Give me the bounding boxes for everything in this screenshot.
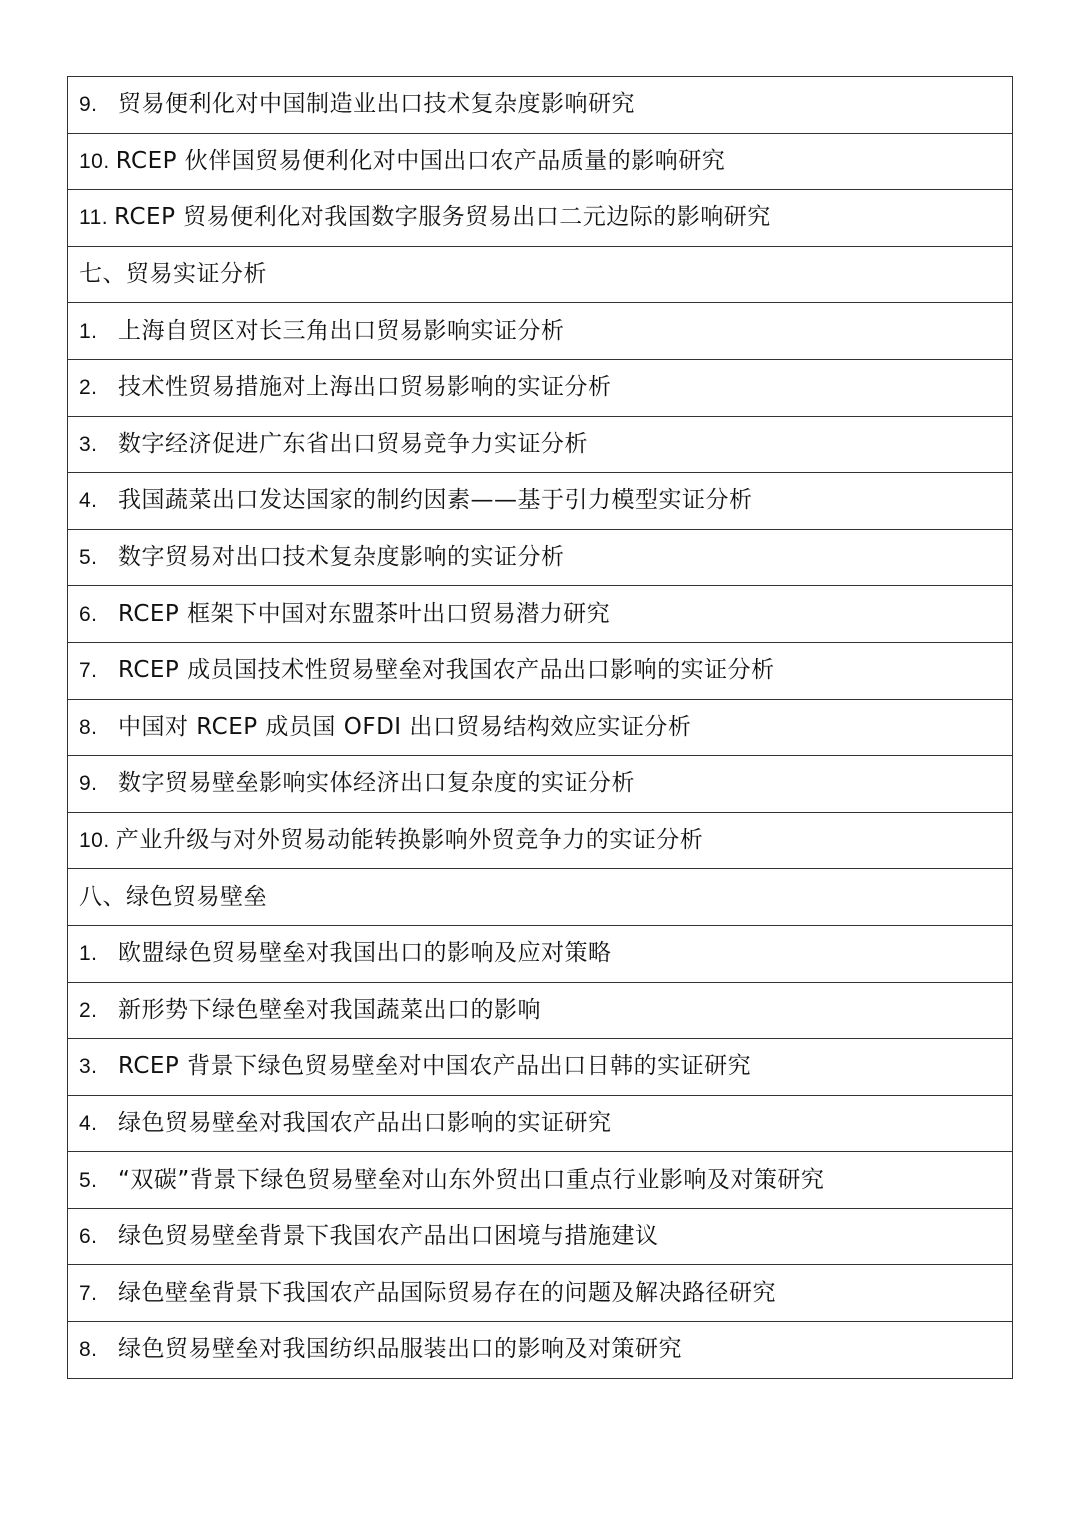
- topic-row: [68, 1039, 1013, 1096]
- topic-cell: [68, 642, 1013, 699]
- topic-number: 1.: [79, 942, 98, 966]
- topic-title: 绿色贸易壁垒背景下我国农产品出口困境与措施建议: [118, 1223, 659, 1250]
- topic-cell: [68, 1208, 1013, 1265]
- topic-cell: [68, 812, 1013, 869]
- section-heading-row: [68, 869, 1013, 926]
- topic-row: [68, 586, 1013, 643]
- topic-number: 1.: [79, 319, 98, 343]
- topic-cell: [68, 982, 1013, 1039]
- topic-number: 7.: [79, 659, 98, 683]
- topic-title: 技术性贸易措施对上海出口贸易影响的实证分析: [118, 374, 612, 401]
- topic-cell: [68, 586, 1013, 643]
- topic-cell: [68, 416, 1013, 473]
- topic-row: [68, 1095, 1013, 1152]
- topic-number: 6.: [79, 1225, 98, 1249]
- topic-number: 4.: [79, 489, 98, 513]
- topic-cell: [68, 1152, 1013, 1209]
- topic-number: 11.: [79, 206, 109, 230]
- topic-number: 9.: [79, 772, 98, 796]
- topic-cell: [68, 190, 1013, 247]
- topic-row: [68, 699, 1013, 756]
- topic-cell: [68, 473, 1013, 530]
- topic-title: 绿色贸易壁垒对我国农产品出口影响的实证研究: [118, 1109, 612, 1136]
- topic-cell: [68, 303, 1013, 360]
- topic-title: 数字贸易壁垒影响实体经济出口复杂度的实证分析: [118, 770, 635, 797]
- topic-number: 4.: [79, 1111, 98, 1135]
- topic-title: 绿色壁垒背景下我国农产品国际贸易存在的问题及解决路径研究: [118, 1279, 776, 1306]
- section-heading: 七、贸易实证分析: [79, 261, 267, 288]
- topic-number: 10.: [79, 149, 110, 173]
- topic-title: 中国对 RCEP 成员国 OFDI 出口贸易结构效应实证分析: [118, 713, 692, 740]
- topic-cell: [68, 1095, 1013, 1152]
- topic-number: 3.: [79, 1055, 98, 1079]
- section-heading-cell: [68, 869, 1013, 926]
- topic-title: RCEP 成员国技术性贸易壁垒对我国农产品出口影响的实证分析: [118, 657, 775, 684]
- topic-cell: [68, 359, 1013, 416]
- topic-cell: [68, 756, 1013, 813]
- topic-row: [68, 1152, 1013, 1209]
- topic-row: [68, 77, 1013, 134]
- topic-row: [68, 642, 1013, 699]
- topic-cell: [68, 1265, 1013, 1322]
- topic-title: 数字经济促进广东省出口贸易竞争力实证分析: [118, 430, 588, 457]
- topic-row: [68, 529, 1013, 586]
- topic-number: 6.: [79, 602, 98, 626]
- topic-cell: [68, 77, 1013, 134]
- topic-title: 欧盟绿色贸易壁垒对我国出口的影响及应对策略: [118, 940, 612, 967]
- topics-table: [67, 76, 1013, 1379]
- topic-row: [68, 133, 1013, 190]
- topic-row: [68, 473, 1013, 530]
- topic-title: 上海自贸区对长三角出口贸易影响实证分析: [118, 317, 565, 344]
- topic-number: 5.: [79, 1168, 98, 1192]
- topic-title: 贸易便利化对中国制造业出口技术复杂度影响研究: [118, 91, 635, 118]
- topic-title: 数字贸易对出口技术复杂度影响的实证分析: [118, 544, 565, 571]
- topic-cell: [68, 529, 1013, 586]
- section-heading: 八、绿色贸易壁垒: [79, 883, 267, 910]
- topic-row: [68, 925, 1013, 982]
- topic-number: 3.: [79, 432, 98, 456]
- topic-row: [68, 982, 1013, 1039]
- topic-title: RCEP 背景下绿色贸易壁垒对中国农产品出口日韩的实证研究: [118, 1053, 752, 1080]
- topic-title: 绿色贸易壁垒对我国纺织品服装出口的影响及对策研究: [118, 1336, 682, 1363]
- topic-number: 5.: [79, 546, 98, 570]
- topic-title: 新形势下绿色壁垒对我国蔬菜出口的影响: [118, 996, 541, 1023]
- topic-title: RCEP 伙伴国贸易便利化对中国出口农产品质量的影响研究: [115, 147, 726, 174]
- topic-row: [68, 359, 1013, 416]
- topic-row: [68, 190, 1013, 247]
- topic-cell: [68, 1322, 1013, 1379]
- topic-number: 2.: [79, 376, 98, 400]
- topic-number: 7.: [79, 1281, 98, 1305]
- topic-row: [68, 812, 1013, 869]
- topic-title: “双碳”背景下绿色贸易壁垒对山东外贸出口重点行业影响及对策研究: [118, 1166, 825, 1193]
- topic-number: 9.: [79, 93, 98, 117]
- topic-row: [68, 416, 1013, 473]
- topic-row: [68, 1265, 1013, 1322]
- topic-cell: [68, 1039, 1013, 1096]
- topic-title: RCEP 框架下中国对东盟茶叶出口贸易潜力研究: [118, 600, 611, 627]
- topic-cell: [68, 133, 1013, 190]
- section-heading-row: [68, 246, 1013, 303]
- topic-number: 2.: [79, 998, 98, 1022]
- topic-title: RCEP 贸易便利化对我国数字服务贸易出口二元边际的影响研究: [114, 204, 771, 231]
- topic-row: [68, 1208, 1013, 1265]
- topic-number: 8.: [79, 1338, 98, 1362]
- topic-number: 8.: [79, 715, 98, 739]
- section-heading-cell: [68, 246, 1013, 303]
- topic-row: [68, 756, 1013, 813]
- topic-title: 产业升级与对外贸易动能转换影响外贸竞争力的实证分析: [115, 827, 704, 854]
- topics-table-body: [68, 77, 1013, 1379]
- topic-row: [68, 1322, 1013, 1379]
- topic-cell: [68, 699, 1013, 756]
- topic-row: [68, 303, 1013, 360]
- topic-title: 我国蔬菜出口发达国家的制约因素——基于引力模型实证分析: [118, 487, 753, 514]
- topic-cell: [68, 925, 1013, 982]
- topic-number: 10.: [79, 829, 110, 853]
